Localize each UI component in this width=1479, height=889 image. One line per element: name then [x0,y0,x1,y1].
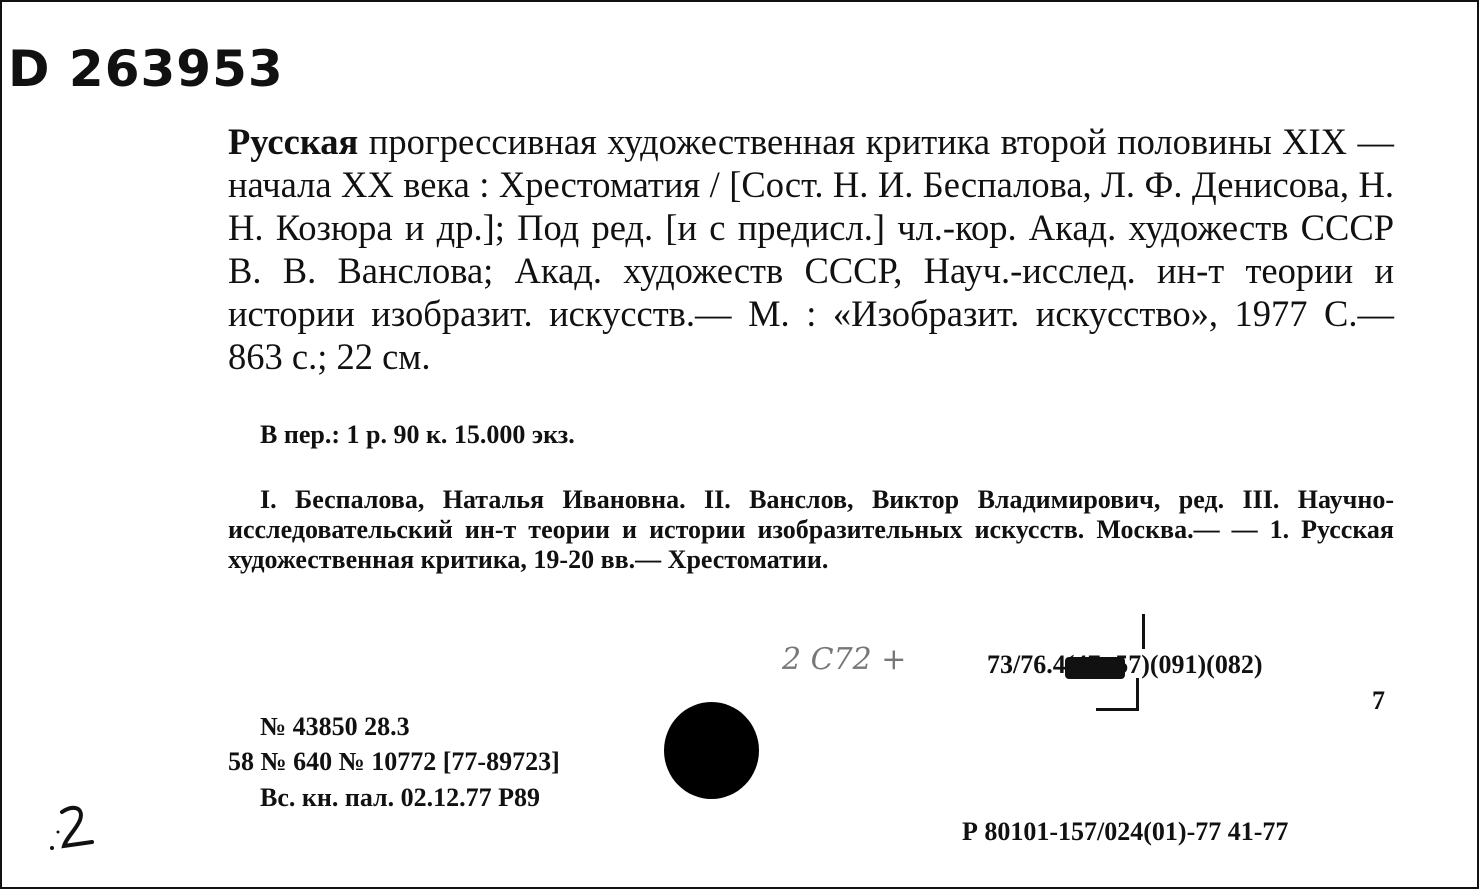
handwritten-corner-mark-icon [44,802,114,854]
punch-hole [664,702,759,799]
main-entry-body: прогрессивная художественная критика второй половины XIX — начала XX века : Хрестоматия / [Сост. Н. И. Беспалова, Л. Ф. Денисова, Н. Н. Козюра и др.]; Под ред. [и с предисл.] чл.-кор. Акад. художеств СССР В. В. Ванслова; Акад. художеств СССР, Науч.-исслед. ин-т теории и истории изобразит. искусств.— М. : «Изобразит. искусство», 1977 С.— 863 с.; 22 см. [228,121,1395,377]
price-line: В пер.: 1 р. 90 к. 15.000 экз. [260,420,575,449]
bracket-bottom-mark [1096,678,1139,711]
handwritten-note: 2 С72 + [782,642,907,677]
bracket-top-mark [1124,614,1145,649]
main-entry [228,120,1394,378]
udc-suffix: 7 [1372,686,1385,715]
registration-line-1: № 43850 28.3 [260,712,410,741]
registration-line-2: 58 № 640 № 10772 [77-89723] [228,747,560,776]
udc-classification: 73/76.4(47+57)(091)(082) [987,650,1263,679]
tracings: I. Беспалова, Наталья Ивановна. II. Ванслов, Виктор Владимирович, ред. III. Научно-исследовательский ин-т теории и истории изобразительных искусств. Москва.— — 1. Русская художественная критика, 19-20 вв.— Хрестоматии. [228,485,1394,574]
publisher-code: Р 80101-157/024(01)-77 41-77 [962,817,1289,846]
card-number: D 263953 [8,40,284,98]
registration-line-3: Вс. кн. пал. 02.12.77 Р89 [260,783,541,812]
main-entry-lead: Русская [228,121,359,162]
